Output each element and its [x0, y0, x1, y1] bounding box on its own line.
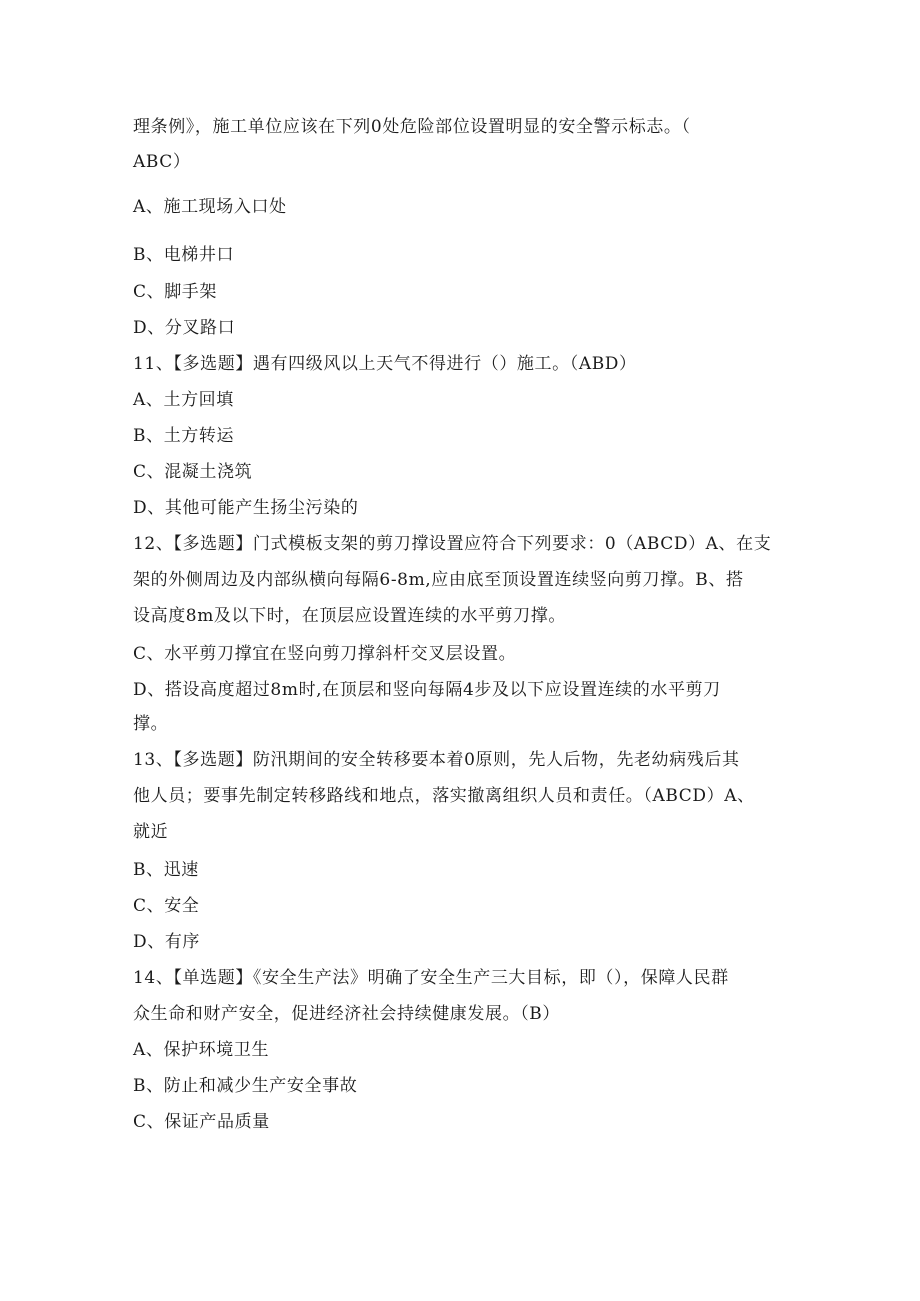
question-line: 11、【多选题】遇有四级风以上天气不得进行（）施工。（ABD） — [133, 354, 637, 374]
option-line: C、混凝土浇筑 — [133, 462, 253, 482]
option-line: C、脚手架 — [133, 282, 218, 302]
text-line: ABC） — [133, 152, 191, 172]
option-line: B、土方转运 — [133, 426, 235, 446]
option-line: A、土方回填 — [133, 390, 234, 410]
text-line: 设高度8m及以下时，在顶层应设置连续的水平剪刀撑。 — [133, 606, 566, 626]
question-line: 12、【多选题】门式模板支架的剪刀撑设置应符合下列要求：0（ABCD）A、在支 — [133, 534, 772, 554]
option-line: A、施工现场入口处 — [133, 197, 287, 217]
option-line: C、安全 — [133, 896, 200, 916]
option-line: C、保证产品质量 — [133, 1112, 270, 1132]
text-line: 架的外侧周边及内部纵横向每隔6-8m,应由底至顶设置连续竖向剪刀撑。B、搭 — [133, 570, 744, 590]
question-line: 13、【多选题】防汛期间的安全转移要本着0原则，先人后物，先老幼病残后其 — [133, 750, 740, 770]
question-line: 14、【单选题】《安全生产法》明确了安全生产三大目标，即（），保障人民群 — [133, 968, 729, 988]
text-line: 撑。 — [133, 714, 169, 734]
text-line: 他人员；要事先制定转移路线和地点，落实撤离组织人员和责任。（ABCD）A、 — [133, 786, 755, 806]
option-line: 就近 — [133, 822, 169, 842]
option-line: D、搭设高度超过8m时,在顶层和竖向每隔4步及以下应设置连续的水平剪刀 — [133, 680, 721, 700]
option-line: A、保护环境卫生 — [133, 1040, 270, 1060]
option-line: B、迅速 — [133, 860, 199, 880]
text-line: 理条例》，施工单位应该在下列0处危险部位设置明显的安全警示标志。（ — [133, 117, 691, 137]
option-line: D、分叉路口 — [133, 318, 236, 338]
option-line: D、有序 — [133, 932, 201, 952]
option-line: C、水平剪刀撑宜在竖向剪刀撑斜杆交叉层设置。 — [133, 644, 517, 664]
option-line: B、电梯井口 — [133, 245, 235, 265]
text-line: 众生命和财产安全，促进经济社会持续健康发展。（B） — [133, 1004, 560, 1024]
option-line: D、其他可能产生扬尘污染的 — [133, 498, 359, 518]
option-line: B、防止和减少生产安全事故 — [133, 1076, 358, 1096]
